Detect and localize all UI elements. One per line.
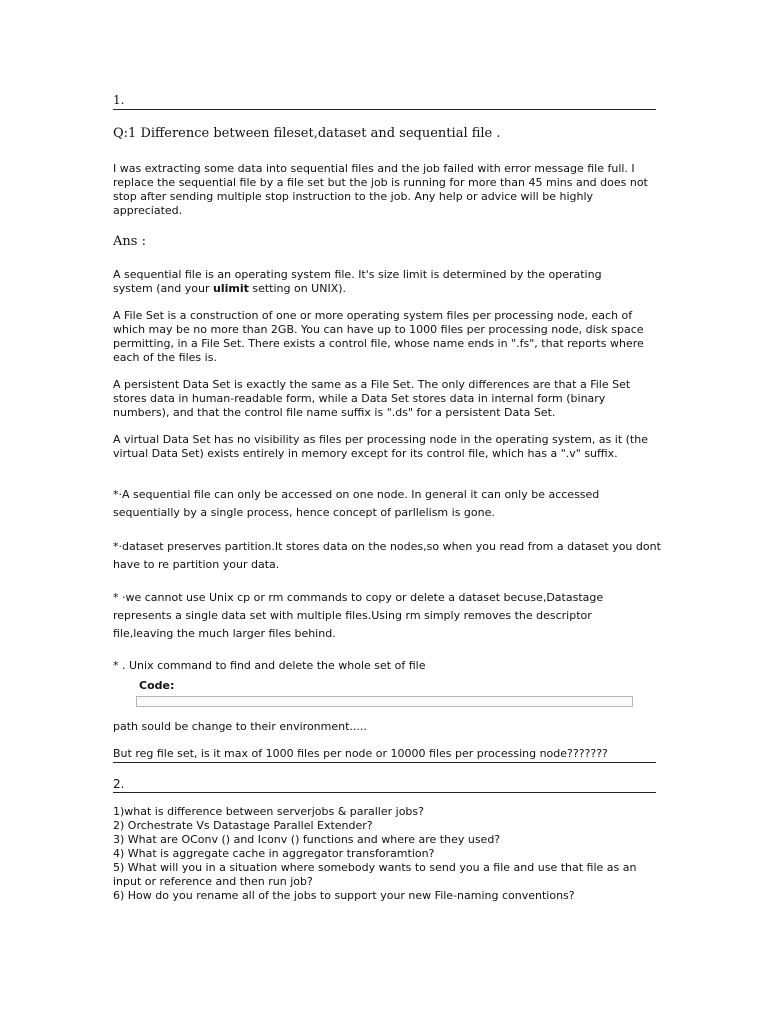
question-item: 3) What are OConv () and Iconv () functions and where are they used? xyxy=(113,833,501,846)
bullet-dataset-partition: *·dataset preserves partition.It stores data on the nodes,so when you read from a dataset you dont have to re partition your data. xyxy=(113,540,661,571)
bullet-sequential-file: *·A sequential file can only be accessed on one node. In general it can only be accessed sequentially by a single process, hence concept of parllelism is gone. xyxy=(113,488,600,519)
section-number-2: 2. xyxy=(113,777,125,791)
section-divider-2 xyxy=(113,762,656,763)
answer-label: Ans : xyxy=(113,234,146,249)
reg-question: But reg file set, is it max of 1000 files per node or 10000 files per processing node??????? xyxy=(113,747,608,760)
code-box[interactable] xyxy=(136,696,633,707)
code-label: Code: xyxy=(139,679,175,692)
question-item: 1)what is difference between serverjobs & paraller jobs? xyxy=(113,805,424,818)
question-title: Q:1 Difference between fileset,dataset and sequential file . xyxy=(113,126,501,141)
question-body: I was extracting some data into sequential files and the job failed with error message file full. I replace the sequential file by a file set but the job is running for more than 45 mins and does not stop after sending multiple stop instruction to the job. Any help or advice will be highly appreciated. xyxy=(113,162,648,217)
section-divider-1 xyxy=(113,109,656,110)
ulimit-bold: ulimit xyxy=(212,282,249,295)
question-item: 2) Orchestrate Vs Datastage Parallel Extender? xyxy=(113,819,373,832)
question-item: 4) What is aggregate cache in aggregator transforamtion? xyxy=(113,847,435,860)
answer-paragraph-fileset: A File Set is a construction of one or more operating system files per processing node, each of which may be no more than 2GB. You can have up to 1000 files per processing node, disk space permitting, in a File Set. There exists a control file, whose name ends in ".fs", that reports where each of the files is. xyxy=(113,309,644,364)
question-item: 5) What will you in a situation where somebody wants to send you a file and use that file as an xyxy=(113,861,637,874)
path-note: path sould be change to their environment..... xyxy=(113,720,367,733)
answer-paragraph-virtual-dataset: A virtual Data Set has no visibility as files per processing node in the operating system, as it (the virtual Data Set) exists entirely in memory except for its control file, which has a ".v" suffix. xyxy=(113,433,648,460)
section-divider-3 xyxy=(113,792,656,793)
section-number-1: 1. xyxy=(113,93,125,107)
question-item: input or reference and then run job? xyxy=(113,875,313,888)
answer-paragraph-persistent-dataset: A persistent Data Set is exactly the same as a File Set. The only differences are that a File Set stores data in human-readable form, while a Data Set stores data in internal form (binary numbers), and that the control file name suffix is ".ds" for a persistent Data Set. xyxy=(113,378,631,419)
question-list xyxy=(113,805,661,903)
answer-paragraph-sequential: A sequential file is an operating system file. It's size limit is determined by the operating system (and your ulimit setting on UNIX). xyxy=(113,268,602,295)
question-item: 6) How do you rename all of the jobs to support your new File-naming conventions? xyxy=(113,889,575,902)
bullet-unix-commands: * ·we cannot use Unix cp or rm commands to copy or delete a dataset becuse,Datastage represents a single data set with multiple files.Using rm simply removes the descriptor file,leaving the much larger files behind. xyxy=(113,591,604,640)
bullet-find-delete: * . Unix command to find and delete the whole set of file xyxy=(113,659,426,672)
